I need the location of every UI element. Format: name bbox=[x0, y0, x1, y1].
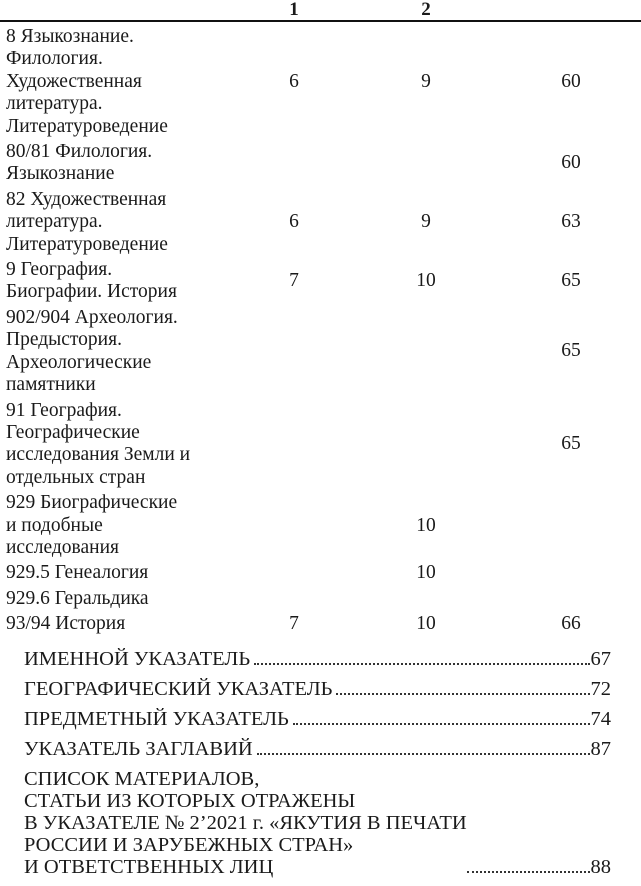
row-title: 929.5 Генеалогия bbox=[6, 562, 149, 584]
column-2-value: 10 bbox=[416, 514, 436, 536]
table-row bbox=[6, 139, 628, 187]
leader-dots bbox=[336, 693, 589, 695]
leader-dots bbox=[257, 753, 590, 755]
leader-dots bbox=[467, 871, 590, 873]
page-value bbox=[514, 490, 628, 560]
page-value bbox=[514, 586, 628, 611]
column-2-value: 9 bbox=[421, 211, 431, 233]
udc-table bbox=[6, 24, 628, 637]
table-row bbox=[6, 586, 628, 611]
toc-entry-label: УКАЗАТЕЛЬ ЗАГЛАВИЙ bbox=[24, 738, 253, 760]
toc-entry[interactable] bbox=[24, 678, 611, 700]
column-2-value: 10 bbox=[416, 613, 436, 635]
column-2-value: 10 bbox=[416, 562, 436, 584]
column-2-value bbox=[338, 586, 514, 611]
toc-entry-label: СПИСОК МАТЕРИАЛОВ, СТАТЬИ ИЗ КОТОРЫХ ОТРАЖЕНЫ В УКАЗАТЕЛЕ № 2’2021 г. «ЯКУТИЯ В ПЕЧАТИ РОССИИ И ЗАРУБЕЖНЫХ СТРАН» И ОТВЕТСТВЕННЫХ ЛИЦ bbox=[24, 768, 467, 878]
toc-entry-page: 87 bbox=[590, 738, 611, 760]
toc-entry-label: ГЕОГРАФИЧЕСКИЙ УКАЗАТЕЛЬ bbox=[24, 678, 333, 700]
table-row bbox=[6, 187, 628, 257]
row-title: 929.6 Геральдика bbox=[6, 587, 149, 609]
column-1-value bbox=[250, 586, 338, 611]
page-value: 60 bbox=[561, 70, 581, 92]
column-2-value bbox=[338, 139, 514, 187]
leader-dots bbox=[254, 663, 589, 665]
column-1-value: 7 bbox=[289, 270, 299, 292]
table-header bbox=[0, 0, 641, 22]
column-1-value: 6 bbox=[289, 211, 299, 233]
row-title: 929 Биографические и подобные исследования bbox=[6, 492, 178, 558]
row-title: 91 География. Географические исследования Земли и отдельных стран bbox=[6, 399, 191, 488]
table-of-contents bbox=[24, 648, 611, 886]
page-value: 65 bbox=[561, 270, 581, 292]
leader-dots bbox=[293, 723, 590, 725]
column-1-value bbox=[250, 305, 338, 398]
table-row bbox=[6, 305, 628, 398]
column-1-value bbox=[250, 560, 338, 585]
toc-entry-page: 88 bbox=[590, 856, 611, 878]
page-value bbox=[514, 560, 628, 585]
column-2-value bbox=[338, 398, 514, 491]
column-header-2: 2 bbox=[421, 0, 431, 20]
table-row bbox=[6, 560, 628, 585]
toc-entry[interactable] bbox=[24, 768, 611, 878]
toc-entry-label: ИМЕННОЙ УКАЗАТЕЛЬ bbox=[24, 648, 251, 670]
toc-entry[interactable] bbox=[24, 708, 611, 730]
column-1-value bbox=[250, 490, 338, 560]
table-row bbox=[6, 611, 628, 636]
row-title: 80/81 Филология. Языкознание bbox=[6, 141, 153, 185]
row-title: 9 География. Биографии. История bbox=[6, 259, 177, 303]
column-1-value: 7 bbox=[289, 613, 299, 635]
page-value: 66 bbox=[561, 613, 581, 635]
table-row bbox=[6, 398, 628, 491]
row-title: 93/94 История bbox=[6, 613, 126, 635]
toc-entry-page: 74 bbox=[590, 708, 611, 730]
column-2-value: 10 bbox=[416, 270, 436, 292]
row-title: 902/904 Археология. Предыстория. Археологические памятники bbox=[6, 306, 178, 396]
toc-entry[interactable] bbox=[24, 738, 611, 760]
column-1-value bbox=[250, 398, 338, 491]
row-title: 82 Художественная литература. Литературоведение bbox=[6, 188, 168, 255]
page-value: 60 bbox=[561, 152, 581, 174]
page-value: 65 bbox=[561, 433, 581, 455]
column-1-value: 6 bbox=[289, 70, 299, 92]
column-2-value: 9 bbox=[421, 70, 431, 92]
column-header-1: 1 bbox=[289, 0, 299, 20]
toc-entry-label: ПРЕДМЕТНЫЙ УКАЗАТЕЛЬ bbox=[24, 708, 289, 730]
table-row bbox=[6, 490, 628, 560]
toc-entry-page: 67 bbox=[590, 648, 611, 670]
column-1-value bbox=[250, 139, 338, 187]
toc-entry[interactable] bbox=[24, 648, 611, 670]
row-title: 8 Языкознание. Филология. Художественная литература. Литературоведение bbox=[6, 26, 168, 137]
table-row bbox=[6, 257, 628, 305]
page-value: 63 bbox=[561, 211, 581, 233]
column-2-value bbox=[338, 305, 514, 398]
toc-entry-page: 72 bbox=[590, 678, 611, 700]
page-value: 65 bbox=[561, 340, 581, 362]
table-row bbox=[6, 24, 628, 139]
